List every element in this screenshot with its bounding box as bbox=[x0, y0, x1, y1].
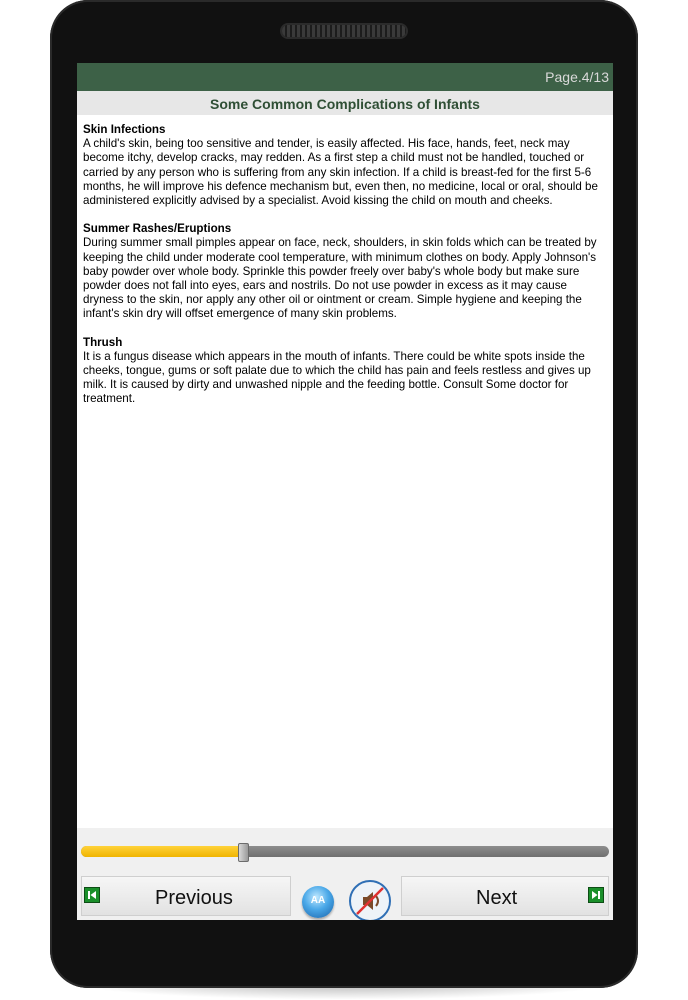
next-arrow-icon bbox=[588, 887, 604, 903]
section-summer-rashes bbox=[83, 222, 609, 321]
section-body: It is a fungus disease which appears in the mouth of infants. There could be white spots inside the cheeks, tongue, gums or soft palate due to which the child has pain and feels restless and gives up milk. It is caused by dirty and unwashed nipple and the feeding bottle. Consult Some doctor for treatment. bbox=[83, 349, 591, 406]
article-content bbox=[83, 123, 609, 421]
section-thrush bbox=[83, 336, 609, 407]
section-body: A child's skin, being too sensitive and tender, is easily affected. His face, hands, feet, neck may become itchy, develop cracks, may redden. As a first step a child must not be handled, touched or carried by any person who is suffering from any skin infection. If a child is breast-fed for the first 5-6 months, he will improve his defence mechanism but, even then, no medicine, local or oral, should be administered explicitly advised by a specialist. Avoid kissing the child on mouth and cheeks. bbox=[83, 137, 598, 208]
section-heading: Summer Rashes/Eruptions bbox=[83, 222, 232, 236]
previous-button[interactable] bbox=[81, 876, 291, 916]
previous-label: Previous bbox=[155, 887, 233, 909]
app-screen bbox=[77, 63, 613, 920]
speaker-grille bbox=[282, 25, 406, 37]
font-size-icon: AA bbox=[310, 895, 326, 906]
header-bar bbox=[77, 63, 613, 91]
section-heading: Skin Infections bbox=[83, 123, 166, 136]
bottom-controls bbox=[77, 828, 613, 920]
next-button[interactable] bbox=[401, 876, 609, 916]
sound-off-icon bbox=[351, 882, 389, 920]
tablet-frame bbox=[50, 0, 638, 988]
font-size-button[interactable] bbox=[302, 886, 334, 918]
page-progress-slider[interactable] bbox=[81, 846, 609, 857]
title-bar bbox=[77, 91, 613, 115]
section-heading: Thrush bbox=[83, 335, 123, 349]
page-title: Some Common Complications of Infants bbox=[210, 96, 480, 112]
progress-fill bbox=[81, 846, 243, 857]
slider-thumb[interactable] bbox=[238, 843, 249, 862]
previous-arrow-icon bbox=[84, 887, 100, 903]
next-label: Next bbox=[476, 887, 518, 909]
section-skin-infections bbox=[83, 123, 609, 208]
sound-toggle-button[interactable] bbox=[349, 880, 391, 920]
section-body: During summer small pimples appear on face, neck, shoulders, in skin folds which can be treated by keeping the child under moderate cool temperature, with minimum clothes on body. Apply Johnson's baby powder over whole body. Sprinkle this powder freely over baby's whole body but make sure powder does not fall into eyes, ears and nostrils. Do not use powder in excess as it may cause dryness to the skin, nor apply any other oil or ointment or cream. Simple hygiene and keeping the infant's skin dry will offset emergence of many skin problems. bbox=[83, 236, 597, 321]
page-indicator: Page.4/13 bbox=[545, 69, 609, 85]
